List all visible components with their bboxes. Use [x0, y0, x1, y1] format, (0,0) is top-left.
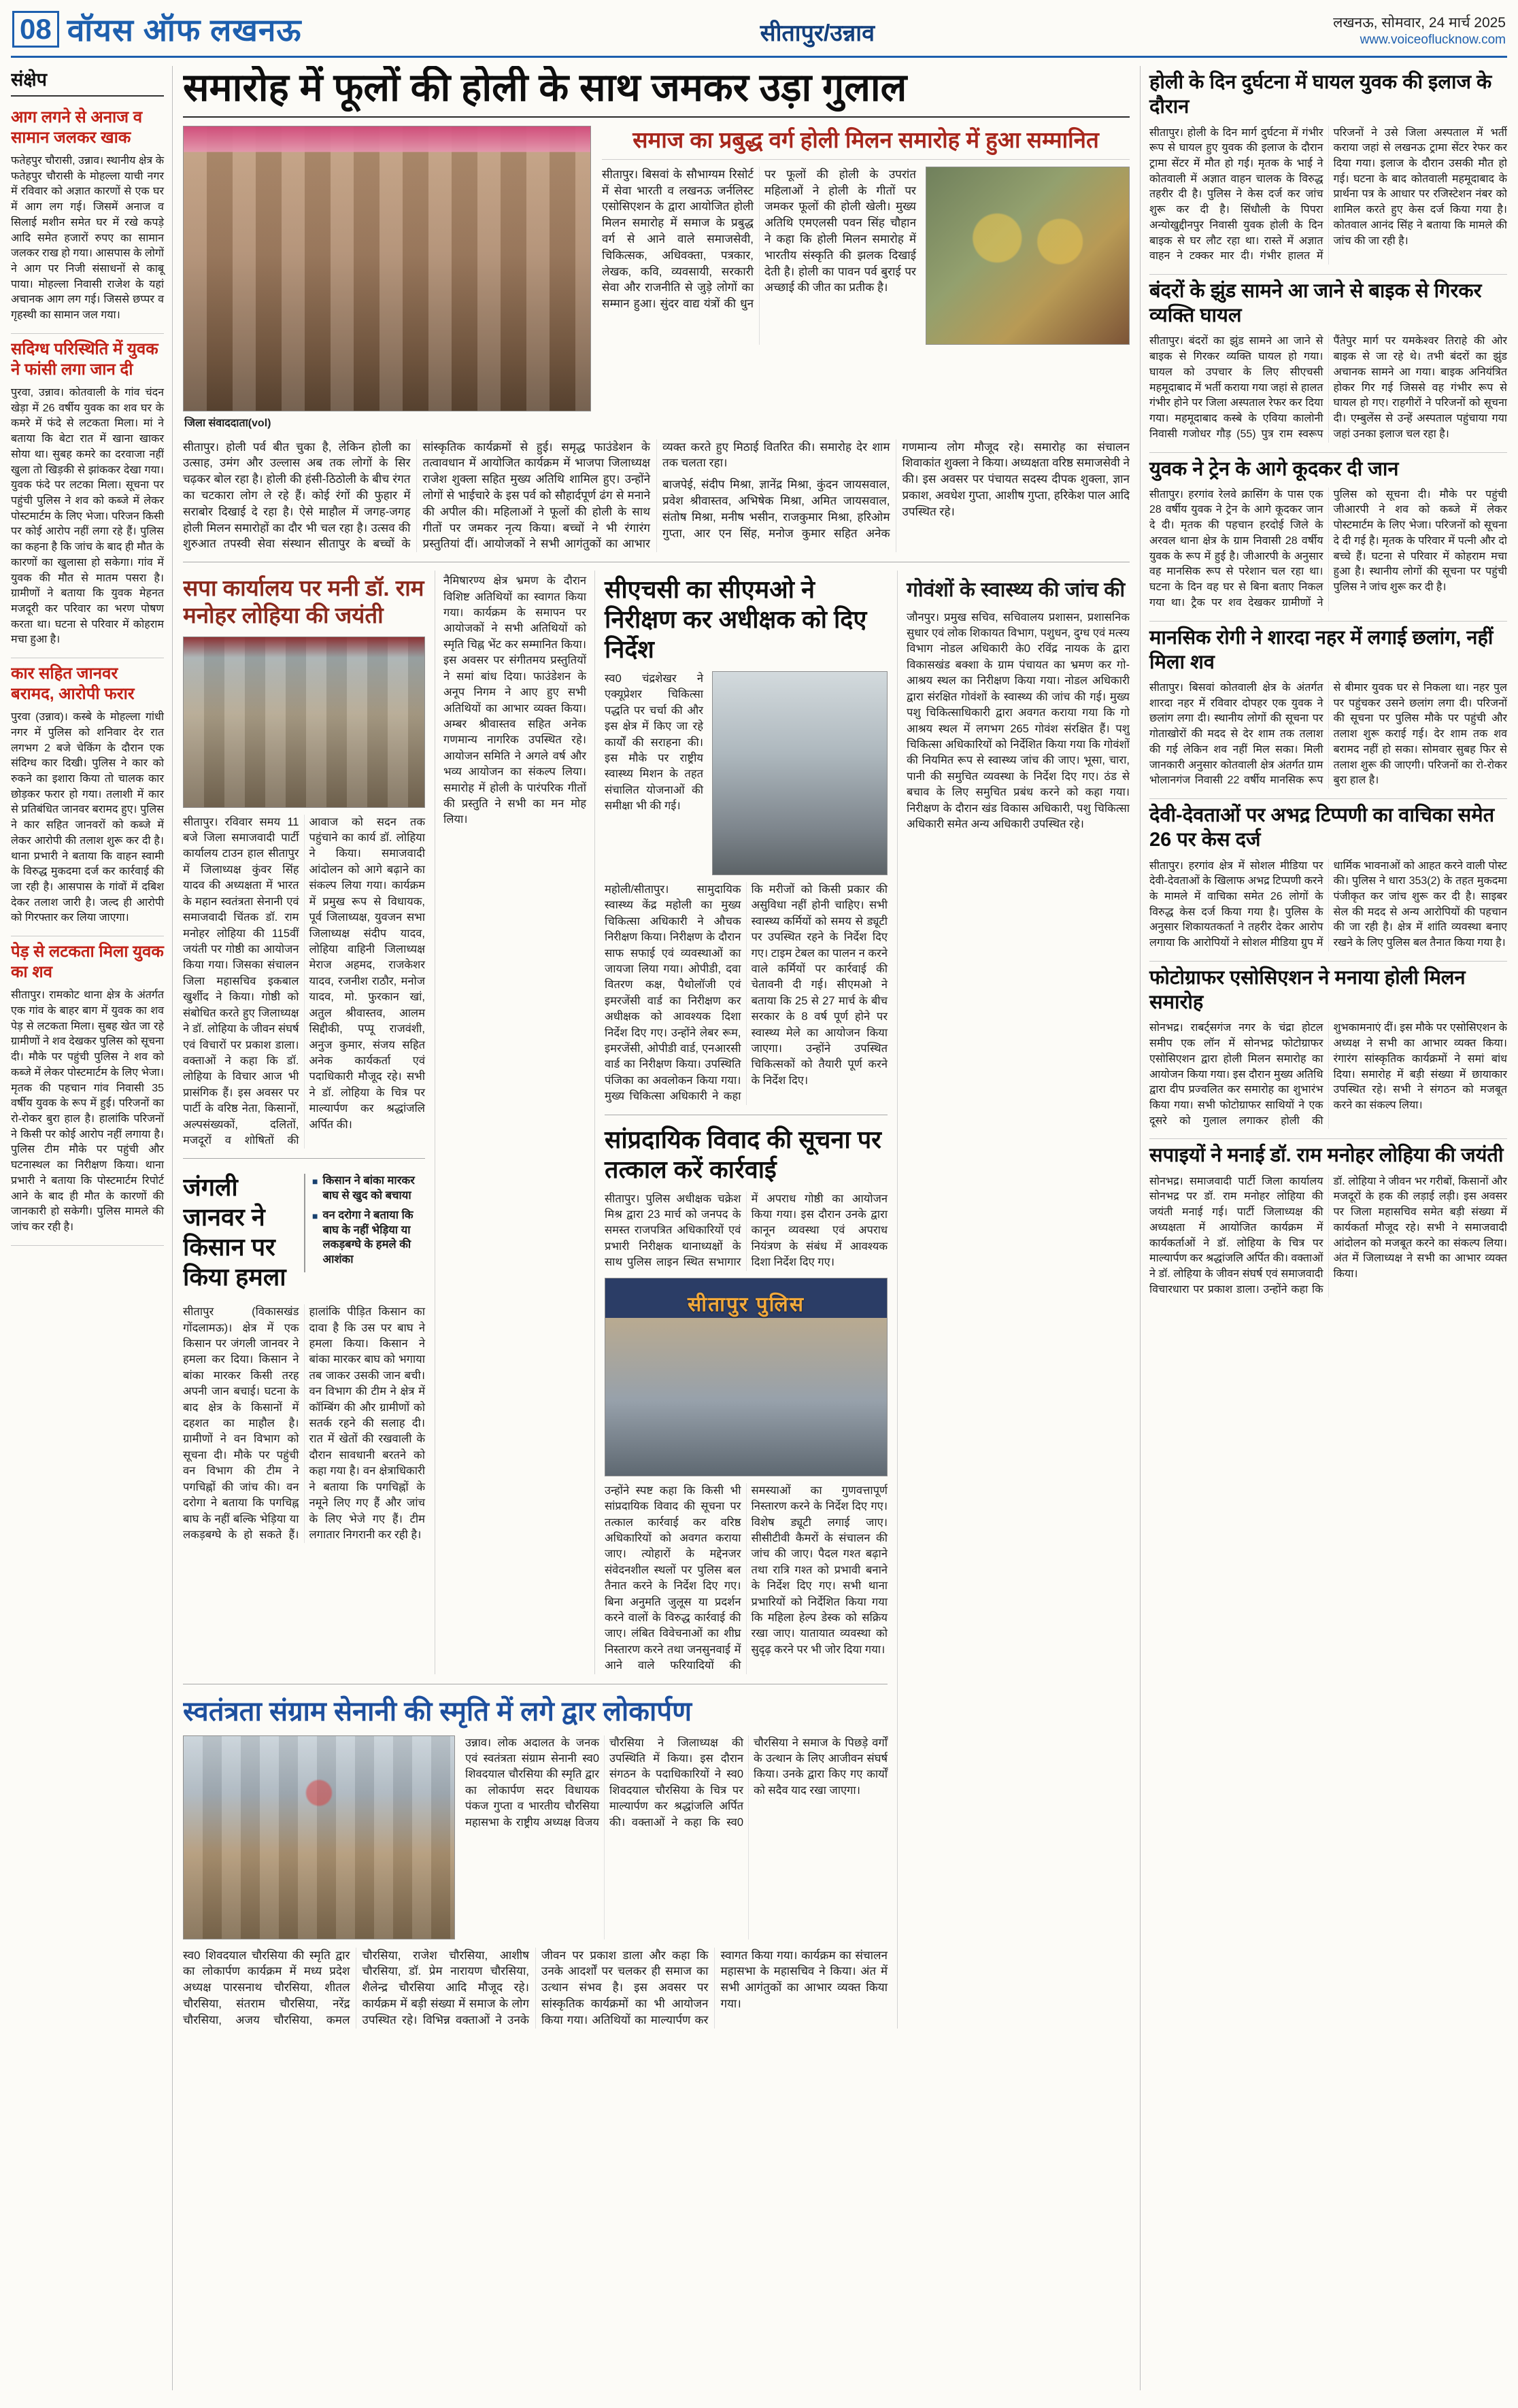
- section-title: सीतापुर/उन्नाव: [760, 20, 875, 46]
- communal-headline: सांप्रदायिक विवाद की सूचना पर तत्काल करें कार्रवाई: [605, 1125, 881, 1183]
- sapa-headline: सपा कार्यालय पर मनी डॉ. राम मनोहर लोहिया की जयंती: [183, 575, 424, 628]
- main-body-extra: नैमिषारण्य क्षेत्र भ्रमण के दौरान विशिष्ट अतिथियों का स्वागत किया गया। कार्यक्रम के समापन पर आयोजकों ने सभी अतिथियों को स्मृति चिह्न भेंट कर सम्मानित किया। इस अवसर पर संगीतमय प्रस्तुतियों ने समां बांध दिया। फाउंडेशन के अनूप निगम ने आए हुए सभी अतिथियों का आभार व्यक्त किया। अम्बर श्रीवास्तव सहित अनेक गणमान्य नागरिक उपस्थित रहे। आयोजन समिति ने अगले वर्ष और भव्य आयोजन का संकल्प लिया। समारोह में होली के पारंपरिक गीतों की प्रस्तुति ने सभी का मन मोह लिया।: [443, 575, 586, 826]
- main-article-right: [602, 126, 1130, 430]
- bullet-icon: ■: [312, 1176, 318, 1187]
- article-social-media-case: [1149, 799, 1507, 962]
- band-column-c: [605, 571, 888, 1674]
- masthead-title: वॉयस ऑफ लखनऊ: [67, 12, 302, 48]
- brief-body: सीतापुर। रामकोट थाना क्षेत्र के अंतर्गत एक गांव के बाहर बाग में युवक का शव पेड़ से लटकता मिला। सुबह खेत जा रहे ग्रामीणों ने शव देखकर पुलिस को सूचना दी। मौके पर पहुंची पुलिस ने शव को कब्जे में लेकर पोस्टमार्टम के लिए भेजा। मृतक की पहचान गांव निवासी 35 वर्षीय युवक के रूप में हुई। परिजनों का रो-रोकर बुरा हाल है। हालांकि परिजनों ने किसी पर कोई आरोप नहीं लगाया है। पुलिस टीम मौके पर पहुंची और घटनास्थल का निरीक्षण किया। थाना प्रभारी ने बताया कि पोस्टमार्टम रिपोर्ट आने के बाद ही मौत के कारणों की जानकारी हो सकेगी। पुलिस मामले की जांच कर रही है।: [11, 989, 164, 1233]
- main-body-paragraph: सीतापुर। होली पर्व बीत चुका है, लेकिन होली का उत्साह, उमंग और उल्लास अब तक लोगों के सिर चढ़कर बोल रहा है। होली की हंसी-ठिठोली के बीच रंगत का चटकारा लोग ले रहे हैं। कोई रंगों की फुहार में सराबोर दिखाई दे रहा है। ऐसे माहौल में जगह-जगह होली मिलन समारोहों का दौर भी चल रहा है। उत्सव की शुरुआत तपस्वी सेवा संस्थान सीतापुर के बच्चों के सांस्कृतिक कार्यक्रमों से हुई। समृद्ध फाउंडेशन के तत्वावधान में आयोजित कार्यक्रम में भाजपा जिलाध्यक्ष राजेश शुक्ला सहित मुख्य अतिथि शामिल हुए। उन्होंने लोगों से भाईचारे के इस पर्व को सौहार्दपूर्ण ढंग से मनाने की अपील की। महिलाओं ने फूलों की होली के साथ गीतों पर जमकर नृत्य किया। बच्चों ने भी रंगारंग प्रस्तुतियां दीं। आयोजकों ने सभी आगंतुकों का आभार व्यक्त करते हुए मिठाई वितरित की। समारोह देर शाम तक चलता रहा।: [183, 440, 890, 551]
- article-sapa-lohia: [183, 575, 425, 1149]
- divider: [183, 1158, 425, 1159]
- right-body: सीतापुर। होली के दिन मार्ग दुर्घटना में गंभीर रूप से घायल हुए युवक की इलाज के दौरान ट्रामा सेंटर में मौत हो गई। मृतक के भाई ने कोतवाली में अज्ञात वाहन चालक के विरुद्ध तहरीर दी है। पुलिस ने केस दर्ज कर जांच शुरू कर दी है। सिंधौली के पिपरा अन्योखुद्दीनपुर निवासी युवक होली के दिन बाइक से घर लौट रहा था। रास्ते में अज्ञात वाहन ने टक्कर मार दी। गंभीर हालत में परिजनों ने उसे जिला अस्पताल में भर्ती कराया जहां से लखनऊ ट्रामा सेंटर रेफर कर दिया गया। इलाज के दौरान उसकी मौत हो गई। घटना के बाद कोतवाली महमूदाबाद के प्रार्थना पत्र के आधार पर रजिस्टेशन नंबर को शामिल करते हुए केस दर्ज किया गया है। कोतवाल आनंद सिंह ने बताया कि मामले की जांच की जा रही है।: [1149, 126, 1507, 262]
- masthead-left: [12, 8, 302, 50]
- chc-body: महोली/सीतापुर। सामुदायिक स्वास्थ्य केंद्र महोली का मुख्य चिकित्सा अधिकारी ने औचक निरीक्षण किया। निरीक्षण के दौरान साफ सफाई एवं व्यवस्थाओं का जायजा लिया गया। ओपीडी, दवा वितरण कक्ष, पैथोलॉजी एवं इमरजेंसी वार्ड का निरीक्षण कर अधीक्षक को आवश्यक दिशा निर्देश दिए गए। उन्होंने लेबर रूम, इमरजेंसी, ओपीडी वार्ड, एनआरसी वार्ड का निरीक्षण किया। उपस्थिति पंजिका का अवलोकन किया गया। मुख्य चिकित्सा अधिकारी ने कहा कि मरीजों को किसी प्रकार की असुविधा नहीं होनी चाहिए। सभी स्वास्थ्य कर्मियों को समय से ड्यूटी पर उपस्थित रहने के निर्देश दिए गए। टाइम टेबल का पालन न करने वाले कर्मियों पर कार्रवाई की चेतावनी दी गई। सीएमओ ने बताया कि 25 से 27 मार्च के बीच सरकार के 8 वर्ष पूर्ण होने पर स्वास्थ्य मेले का आयोजन किया जाएगा। उन्होंने उपस्थित चिकित्सकों को तैयारी पूर्ण करने के निर्देश दिए।: [605, 883, 888, 1103]
- article-canal-jump: [1149, 622, 1507, 800]
- main-body-right: सीतापुर। बिसवां के सौभाग्यम रिसोर्ट में सेवा भारती व लखनऊ जर्नलिस्ट एसोसिएशन के द्वारा आयोजित होली मिलन समारोह में समाज के प्रबुद्ध वर्ग से आने वाले समाजसेवी, चिकित्सक, अधिवक्ता, पत्रकार, लेखक, कवि, व्यवसायी, सरकारी सेवा और राजनीति से जुड़े लोगों का सम्मान हुआ। सुंदर वाद्य यंत्रों की धुन पर फूलों की होली के उपरांत महिलाओं ने होली के गीतों पर जमकर फूलों की होली खेली। मुख्य अतिथि एमएलसी पवन सिंह चौहान ने कहा कि होली मिलन समारोह में भारतीय संस्कृति की झलक दिखाई देती है। होली का पावन पर्व बुराई पर अच्छाई की जीत का प्रतीक है।: [602, 167, 916, 311]
- freedom-headline: स्वतंत्रता संग्राम सेनानी की स्मृति में लगे द्वार लोकार्पण: [183, 1696, 692, 1727]
- communal-body-top: सीतापुर। पुलिस अधीक्षक चक्रेश मिश्र द्वारा 23 मार्च को जनपद के समस्त राजपत्रित अधिकारियों एवं प्रभारी निरीक्षक थानाध्यक्षों के साथ पुलिस लाइन स्थित सभागार में अपराध गोष्ठी का आयोजन किया गया। इस दौरान उनके द्वारा कानून व्यवस्था एवं अपराध नियंत्रण के संबंध में आवश्यक दिशा निर्देश दिए गए।: [605, 1192, 888, 1269]
- communal-body-bottom: उन्होंने स्पष्ट कहा कि किसी भी सांप्रदायिक विवाद की सूचना पर तत्काल कार्रवाई कर वरिष्ठ अधिकारियों को अवगत कराया जाए। त्योहारों के मद्देनजर संवेदनशील स्थलों पर पुलिस बल तैनात करने के निर्देश दिए गए। बिना अनुमति जुलूस या प्रदर्शन करने वालों के विरुद्ध कार्रवाई की जाए। लंबित विवेचनाओं का शीघ्र निस्तारण करने तथा जनसुनवाई में आने वाले फरियादियों की समस्याओं का गुणवत्तापूर्ण निस्तारण करने के निर्देश दिए गए। विशेष ड्यूटी लगाई जाए। सीसीटीवी कैमरों के संचालन की जांच की जाए। पैदल गश्त बढ़ाने तथा रात्रि गश्त को प्रभावी बनाने के निर्देश दिए गए। सभी थाना प्रभारियों को निर्देशित किया गया कि महिला हेल्प डेस्क को सक्रिय रखा जाए। यातायात व्यवस्था को सुदृढ़ करने पर भी जोर दिया गया।: [605, 1484, 888, 1672]
- briefs-column: [11, 66, 173, 2390]
- bullet-text: किसान ने बांका मारकर बाघ से खुद को बचाया: [322, 1174, 415, 1202]
- middle-band: [183, 571, 1130, 2028]
- brief-body-found-article: [11, 936, 164, 1246]
- brief-body: पुरवा, उन्नाव। कोतवाली के गांव चंदन खेड़ा में 26 वर्षीय युवक का शव घर के कमरे में फंदे से लटकता मिला। मां ने बताया कि बेटा रात में खाना खाकर सोया था। सुबह कमरे का दरवाजा नहीं खुला तो खिड़की से झांककर देखा गया। युवक फंदे पर लटका मिला। सूचना पर पहुंची पुलिस ने शव को कब्जे में लेकर पोस्टमार्टम के लिए भेजा। परिजन किसी पर कोई आरोप नहीं लगा रहे हैं। पुलिस का कहना है कि जांच के बाद ही मौत के कारणों का खुलासा हो सकेगा। गांव में युवक की मौत से मातम पसरा है। ग्रामीणों ने बताया कि युवक मेहनत मजदूरी कर परिवार का भरण पोषण करता था। घटना से परिवार में कोहराम मचा हुआ है।: [11, 386, 164, 646]
- bullet-icon: ■: [312, 1210, 318, 1222]
- chc-body-top: स्व0 चंद्रशेखर ने एक्यूप्रेशर चिकित्सा पद्धति पर चर्चा की और इस क्षेत्र में किए जा रहे कार्यों की सराहना की। इस मौके पर राष्ट्रीय स्वास्थ्य मिशन के तहत संचालित योजनाओं की समीक्षा भी की गई।: [605, 672, 703, 813]
- brief-suicide-article: [11, 334, 164, 658]
- band-column-b: [435, 571, 595, 1674]
- brief-car-seizure-article: [11, 658, 164, 936]
- right-headline: मानसिक रोगी ने शारदा नहर में लगाई छलांग, नहीं मिला शव: [1149, 626, 1494, 673]
- brief-body: फतेहपुर चौरासी, उन्नाव। स्थानीय क्षेत्र के फतेहपुर चौरासी के मोहल्ला याची नगर में रविवार को अज्ञात कारणों से एक घर में आग लग गई। जिसमें अनाज व सिलाई मशीन समेत घर में रखे कपड़े आदि समेत हजारों रुपए का सामान जलकर राख हो गया। आसपास के लोगों ने आग पर निजी संसाधनों से काबू पाया। मोहल्ला निवासी राजेश के यहां अचानक आग लग गई। जिससे छप्पर व गृहस्थी का सामान जल गया।: [11, 155, 164, 322]
- cattle-headline: गोवंशों के स्वास्थ्य की जांच की: [907, 579, 1126, 602]
- briefs-title: संक्षेप: [11, 66, 164, 97]
- bullet-text: वन दरोगा ने बताया कि बाघ के नहीं भेड़िया या लकड़बग्घे के हमले की आशंका: [322, 1209, 414, 1266]
- right-headline: होली के दिन दुर्घटना में घायल युवक की इलाज के दौरान: [1149, 71, 1492, 118]
- photo-holi-group: [183, 126, 591, 411]
- photo-police-meeting: [605, 1278, 888, 1476]
- photo-gate-inauguration: [183, 1735, 455, 1939]
- brief-headline: सदिग्ध परिस्थिति में युवक ने फांसी लगा जान दी: [11, 339, 158, 379]
- photo-cmo-inspection: [712, 671, 888, 875]
- article-sapa-lohia-sonbhadra: [1149, 1139, 1507, 1307]
- police-banner-text: सीतापुर पुलिस: [688, 1293, 805, 1316]
- masthead-right: [1333, 14, 1506, 50]
- main-body-bottom: [183, 439, 1130, 563]
- band-column-d: [897, 571, 1130, 2028]
- center-column: [183, 66, 1130, 2390]
- photo-award-presentation: [926, 167, 1130, 345]
- main-headline: समारोह में फूलों की होली के साथ जमकर उड़ा गुलाल: [183, 66, 1130, 118]
- freedom-body-bottom: स्व0 शिवदयाल चौरसिया की स्मृति द्वार का लोकार्पण कार्यक्रम में मध्य प्रदेश अध्यक्ष पारसनाथ चौरसिया, शीतल चौरसिया, संतराम चौरसिया, नरेंद्र चौरसिया, अजय चौरसिया, कमल चौरसिया, राजेश चौरसिया, आशीष चौरसिया, डॉ. प्रेम नारायण चौरसिया, शैलेन्द्र चौरसिया आदि मौजूद रहे। कार्यक्रम में बड़ी संख्या में समाज के लोग उपस्थित रहे। विभिन्न वक्ताओं ने उनके जीवन पर प्रकाश डाला और कहा कि उनके आदर्शों पर चलकर ही समाज का उत्थान संभव है। इस अवसर पर सांस्कृतिक कार्यक्रमों का भी आयोजन किया गया। अतिथियों का माल्यार्पण कर स्वागत किया गया। कार्यक्रम का संचालन महासभा के महासचिव ने किया। अंत में सभी आगंतुकों का आभार व्यक्त किया गया।: [183, 1948, 888, 2027]
- article-cattle-health: [907, 577, 1130, 832]
- page-content: [11, 58, 1507, 2390]
- right-headline: सपाइयों ने मनाई डॉ. राम मनोहर लोहिया की जयंती: [1149, 1144, 1504, 1167]
- article-holi-main: [183, 66, 1130, 562]
- right-headline: युवक ने ट्रेन के आगे कूदकर दी जान: [1149, 458, 1399, 480]
- right-headline: फोटोग्राफर एसोसिएशन ने मनाया होली मिलन समारोह: [1149, 966, 1466, 1014]
- right-headline: बंदरों के झुंड सामने आ जाने से बाइक से गिरकर व्यक्ति घायल: [1149, 279, 1482, 327]
- dateline: लखनऊ, सोमवार, 24 मार्च 2025: [1333, 15, 1506, 31]
- cattle-body: जौनपुर। प्रमुख सचिव, सचिवालय प्रशासन, प्रशासनिक सुधार एवं लोक शिकायत विभाग, पशुधन, दुग्ध एवं मत्स्य विभाग नोडल अधिकारी के0 रविंद्र नायक के द्वारा विकासखंड बक्शा के ग्राम पंचायत का भ्रमण कर गो-आश्रय स्थल का निरीक्षण किया गया। नोडल अधिकारी द्वारा संरक्षित गोवंशों के स्वास्थ्य की जांच की गई। मुख्य पशु चिकित्साधिकारी द्वारा अवगत कराया गया कि गो आश्रय स्थल में लगभग 265 गोवंश संरक्षित हैं। पशु चिकित्सा अधिकारियों को निर्देशित किया गया कि गोवंशों की नियमित रूप से स्वास्थ्य जांच की जाए। भूसा, चारा, पानी की समुचित व्यवस्था के निर्देश दिए गए। ठंड से बचाव के लिए समुचित प्रबंध करने को कहा गया। निरीक्षण के दौरान खंड विकास अधिकारी, पशु चिकित्सा अधिकारी समेत अन्य अधिकारी उपस्थित रहे।: [907, 611, 1130, 831]
- photo-sapa-meeting: [183, 637, 425, 808]
- right-headline: देवी-देवताओं पर अभद्र टिप्पणी का वाचिका समेत 26 पर केस दर्ज: [1149, 804, 1495, 851]
- brief-headline: कार सहित जानवर बरामद, आरोपी फरार: [11, 664, 135, 704]
- freedom-body-right: उन्नाव। लोक अदालत के जनक एवं स्वतंत्रता संग्राम सेनानी स्व0 शिवदयाल चौरसिया की स्मृति द्वार का लोकार्पण सदर विधायक पंकज गुप्ता व भारतीय चौरसिया महासभा के राष्ट्रीय अध्यक्ष विजय चौरसिया ने जिलाध्यक्ष की उपस्थिति में किया। इस दौरान संगठन के पदाधिकारियों ने स्व0 शिवदयाल चौरसिया के चित्र पर माल्यार्पण कर श्रद्धांजलि अर्पित की। वक्ताओं ने कहा कि स्व0 चौरसिया ने समाज के पिछड़े वर्गों के उत्थान के लिए आजीवन संघर्ष किया। उनके द्वारा किए गए कार्यों को सदैव याद रखा जाएगा।: [465, 1736, 888, 1829]
- article-holi-accident-death: [1149, 66, 1507, 275]
- wild-animal-headline: जंगली जानवर ने किसान पर किया हमला: [183, 1173, 286, 1291]
- right-body: सीतापुर। हरगांव रेलवे क्रासिंग के पास एक 28 वर्षीय युवक ने ट्रेन के आगे कूदकर जान दे दी। मृतक की पहचान हरदोई जिले के अरवल थाना क्षेत्र के ग्राम निवासी 28 वर्षीय युवक के रूप में हुई है। जीआरपी के अनुसार वह मानसिक रूप से परेशान चल रहा था। घटना के दिन वह घर से बिना बताए निकल गया था। ट्रैक पर शव देखकर ग्रामीणों ने पुलिस को सूचना दी। मौके पर पहुंची जीआरपी ने शव को कब्जे में लेकर पोस्टमार्टम के लिए भेजा। परिजनों को सूचना दे दी गई है। मृतक के परिवार में पत्नी और दो बच्चे हैं। घटना से परिवार में कोहराम मचा हुआ है। स्थानीय लोगों की सूचना पर पहुंची पुलिस ने जांच शुरू कर दी है।: [1149, 488, 1507, 609]
- website-link[interactable]: www.voiceoflucknow.com: [1360, 33, 1506, 48]
- main-body-paragraph: बाजपेई, संदीप मिश्रा, ज्ञानेंद्र मिश्रा, कुंदन जायसवाल, प्रवेश श्रीवास्तव, अभिषेक मिश्रा, अमित जायसवाल, संतोष मिश्रा, मनीष भसीन, राजकुमार मिश्रा, हरिओम गुप्ता, आर एन सिंह, मनोज कुमार सहित अनेक गणमान्य लोग मौजूद रहे। समारोह का संचालन शिवाकांत शुक्ला ने किया। अध्यक्षता वरिष्ठ समाजसेवी ने की। इस अवसर पर पंचायत सदस्य दीपक शुक्ला, ज्ञान प्रकाश, अवधेश गुप्ता, आशीष गुप्ता, हरिकेश पाल आदि उपस्थित रहे।: [662, 440, 1130, 540]
- article-wild-animal: [183, 1168, 425, 1543]
- page-header: [11, 5, 1507, 58]
- brief-headline: पेड़ से लटकता मिला युवक का शव: [11, 943, 164, 982]
- band-column-e: [183, 1684, 888, 2029]
- sapa-body: सीतापुर। रविवार समय 11 बजे जिला समाजवादी पार्टी कार्यालय टाउन हाल सीतापुर में जिलाध्यक्ष कुंवर सिंह यादव की अध्यक्षता में भारत के महान स्वतंत्रता सेनानी एवं समाजवादी चिंतक डॉ. राम मनोहर लोहिया की 115वीं जयंती पर गोष्ठी का आयोजन किया गया। जिसका संचालन जिला महासचिव इकबाल खुर्शीद ने किया। गोष्ठी को संबोधित करते हुए जिलाध्यक्ष ने डॉ. लोहिया के जीवन संघर्ष एवं विचारों पर प्रकाश डाला। वक्ताओं ने कहा कि डॉ. लोहिया के विचार आज भी प्रासंगिक हैं। इस अवसर पर पार्टी के वरिष्ठ नेता, किसानों, अल्पसंख्यकों, दलितों, मजदूरों व शोषितों की आवाज को सदन तक पहुंचाने का कार्य डॉ. लोहिया ने किया। समाजवादी आंदोलन को आगे बढ़ाने का संकल्प लिया गया। कार्यक्रम में प्रमुख रूप से विधायक, पूर्व जिलाध्यक्ष, युवजन सभा जिलाध्यक्ष संदीप यादव, लोहिया वाहिनी जिलाध्यक्ष मेराज अहमद, राजकेशर यादव, रजनीश राठौर, मनोज यादव, मो. फुरकान खां, अतुल श्रीवास्तव, आलम सिद्दीकी, पप्पू राजवंशी, अनुज कुमार, संजय सहित अनेक कार्यकर्ता एवं पदाधिकारी मौजूद रहे। सभी ने डॉ. लोहिया के चित्र पर माल्यार्पण कर श्रद्धांजलि अर्पित की।: [183, 815, 425, 1147]
- chc-headline: सीएचसी का सीएमओ ने निरीक्षण कर अधीक्षक को दिए निर्देश: [605, 575, 867, 663]
- article-chc-inspection: [605, 575, 888, 1105]
- right-body: सोनभद्र। समाजवादी पार्टी जिला कार्यालय सोनभद्र पर डॉ. राम मनोहर लोहिया की जयंती मनाई गई। पार्टी जिलाध्यक्ष की अध्यक्षता में आयोजित कार्यक्रम में कार्यकर्ताओं ने डॉ. लोहिया के चित्र पर माल्यार्पण कर श्रद्धांजलि अर्पित की। वक्ताओं ने डॉ. लोहिया के जीवन संघर्ष एवं समाजवादी विचारधारा पर प्रकाश डाला। उन्होंने कहा कि डॉ. लोहिया ने जीवन भर गरीबों, किसानों और मजदूरों के हक की लड़ाई लड़ी। इस अवसर पर जिला महासचिव समेत बड़ी संख्या में कार्यकर्ता मौजूद रहे। सभी ने समाजवादी आंदोलन को मजबूत करने का संकल्प लिया। अंत में जिलाध्यक्ष ने सभी का आभार व्यक्त किया।: [1149, 1175, 1507, 1295]
- article-train-suicide: [1149, 453, 1507, 622]
- right-body: सोनभद्र। राबर्ट्सगंज नगर के चंद्रा होटल समीप एक लॉन में सोनभद्र फोटोग्राफर एसोसिएशन द्वारा होली मिलन समारोह का आयोजन किया गया। इस दौरान मुख्य अतिथि द्वारा दीप प्रज्वलित कर समारोह का शुभारंभ किया गया। सभी फोटोग्राफर साथियों ने एक दूसरे को गुलाल लगाकर होली की शुभकामनाएं दीं। इस मौके पर एसोसिएशन के अध्यक्ष ने सभी का आभार व्यक्त किया। रंगारंग सांस्कृतिक कार्यक्रमों ने समां बांध दिया। समारोह में बड़ी संख्या में छायाकार उपस्थित रहे। सभी ने संगठन को मजबूत करने का संकल्प लिया।: [1149, 1022, 1507, 1127]
- right-body: सीतापुर। हरगांव क्षेत्र में सोशल मीडिया पर देवी-देवताओं के खिलाफ अभद्र टिप्पणी करने के मामले में वाचिका समेत 26 लोगों के विरुद्ध केस दर्ज किया गया है। पुलिस के अनुसार शिकायतकर्ता ने तहरीर देकर आरोप लगाया कि आरोपियों ने सोशल मीडिया ग्रुप में धार्मिक भावनाओं को आहत करने वाली पोस्ट की। पुलिस ने धारा 353(2) के तहत मुकदमा पंजीकृत कर जांच शुरू कर दी है। साइबर सेल की मदद से अन्य आरोपियों की पहचान की जा रही है। क्षेत्र में शांति व्यवस्था बनाए रखने के लिए पुलिस बल तैनात किया गया है।: [1149, 860, 1507, 949]
- brief-body: पुरवा (उन्नाव)। कस्बे के मोहल्ला गांधी नगर में पुलिस को शनिवार देर रात लगभग 2 बजे चेकिंग के दौरान एक संदिग्ध कार दिखी। पुलिस ने कार को रुकने का इशारा किया तो चालक कार छोड़कर फरार हो गया। तलाशी में कार से प्रतिबंधित जानवर बरामद हुए। पुलिस ने कार सहित जानवरों को कब्जे में लेकर आरोपी की तलाश शुरू कर दी है। थाना प्रभारी ने बताया कि वाहन स्वामी के विरुद्ध मुकदमा दर्ज कर कार्रवाई की जा रही है। आसपास के गांवों में दबिश देकर तलाश जारी है। जल्द ही आरोपी को गिरफ्तार कर लिया जाएगा।: [11, 711, 164, 924]
- article-freedom-fighter-gate: [183, 1695, 888, 2029]
- brief-fire-article: [11, 102, 164, 334]
- main-photo-figure: [183, 126, 591, 430]
- article-photographer-holi: [1149, 962, 1507, 1140]
- right-body: सीतापुर। बिसवां कोतवाली क्षेत्र के अंतर्गत शारदा नहर में रविवार दोपहर एक युवक ने छलांग लगा दी। स्थानीय लोगों की सूचना पर गोताखोरों की मदद से देर शाम तक तलाश की गई लेकिन शव नहीं मिल सका। मिली जानकारी अनुसार कोतवाली क्षेत्र अंतर्गत ग्राम भोलानगंज निवासी 22 वर्षीय मानसिक रूप से बीमार युवक घर से निकला था। नहर पुल पर पहुंचकर उसने छलांग लगा दी। परिजनों की सूचना पर पुलिस मौके पर पहुंची और तलाश शुरू कराई गई। देर शाम तक शव बरामद नहीं हो सका। सोमवार सुबह फिर से तलाश शुरू की जाएगी। परिजनों का रो-रोकर बुरा हाल है।: [1149, 682, 1507, 787]
- wild-animal-body: सीतापुर (विकासखंड गोंदलामऊ)। क्षेत्र में एक किसान पर जंगली जानवर ने हमला कर दिया। किसान ने बांका मारकर किसी तरह अपनी जान बचाई। घटना के बाद क्षेत्र के किसानों में दहशत का माहौल है। ग्रामीणों ने वन विभाग को सूचना दी। मौके पर पहुंची वन विभाग की टीम ने पगचिह्नों की जांच की। वन दरोगा ने बताया कि पगचिह्न बाघ के नहीं बल्कि भेड़िया या लकड़बग्घे के हो सकते हैं। हालांकि पीड़ित किसान का दावा है कि उस पर बाघ ने हमला किया। किसान ने बांका मारकर बाघ को भगाया तब जाकर उसकी जान बची। वन विभाग की टीम ने क्षेत्र में कॉम्बिंग की और ग्रामीणों को सतर्क रहने की सलाह दी। रात में खेतों की रखवाली के दौरान सावधानी बरतने को कहा गया है। वन क्षेत्राधिकारी ने बताया कि पगचिह्नों के नमूने लिए गए हैं और जांच के लिए भेजे गए हैं। टीम लगातार निगरानी कर रही है।: [183, 1306, 425, 1542]
- brief-headline: आग लगने से अनाज व सामान जलकर खाक: [11, 108, 143, 147]
- article-monkey-bike-injury: [1149, 275, 1507, 453]
- right-column: [1140, 66, 1507, 2390]
- article-communal-directive: [605, 1125, 888, 1674]
- right-body: सीतापुर। बंदरों का झुंड सामने आ जाने से बाइक से गिरकर व्यक्ति घायल हो गया। घायल को उपचार के लिए सीएचसी महमूदाबाद में भर्ती कराया गया जहां से हालत गंभीर होने पर जिला अस्पताल रेफर कर दिया गया। महमूदाबाद कस्बे के एविया कालोनी निवासी गजोधर गौड़ (55) पुत्र राम स्वरूप पैंतेपुर मार्ग पर यमकेश्वर तिराहे की ओर बाइक से जा रहे थे। तभी बंदरों का झुंड अचानक सामने आ गया। बाइक अनियंत्रित होकर गिर गई जिससे वह गंभीर रूप से घायल हो गए। राहगीरों ने परिजनों को सूचना दी। एम्बुलेंस से उन्हें अस्पताल पहुंचाया गया जहां उनका इलाज चल रहा है।: [1149, 335, 1507, 440]
- main-subhead: समाज का प्रबुद्ध वर्ग होली मिलन समारोह में हुआ सम्मानित: [602, 126, 1130, 160]
- band-column-a: [183, 571, 425, 1674]
- photo-byline: जिला संवाददाता(vol): [184, 417, 271, 429]
- wild-animal-bullets: [304, 1174, 425, 1272]
- page-number: 08: [12, 11, 59, 48]
